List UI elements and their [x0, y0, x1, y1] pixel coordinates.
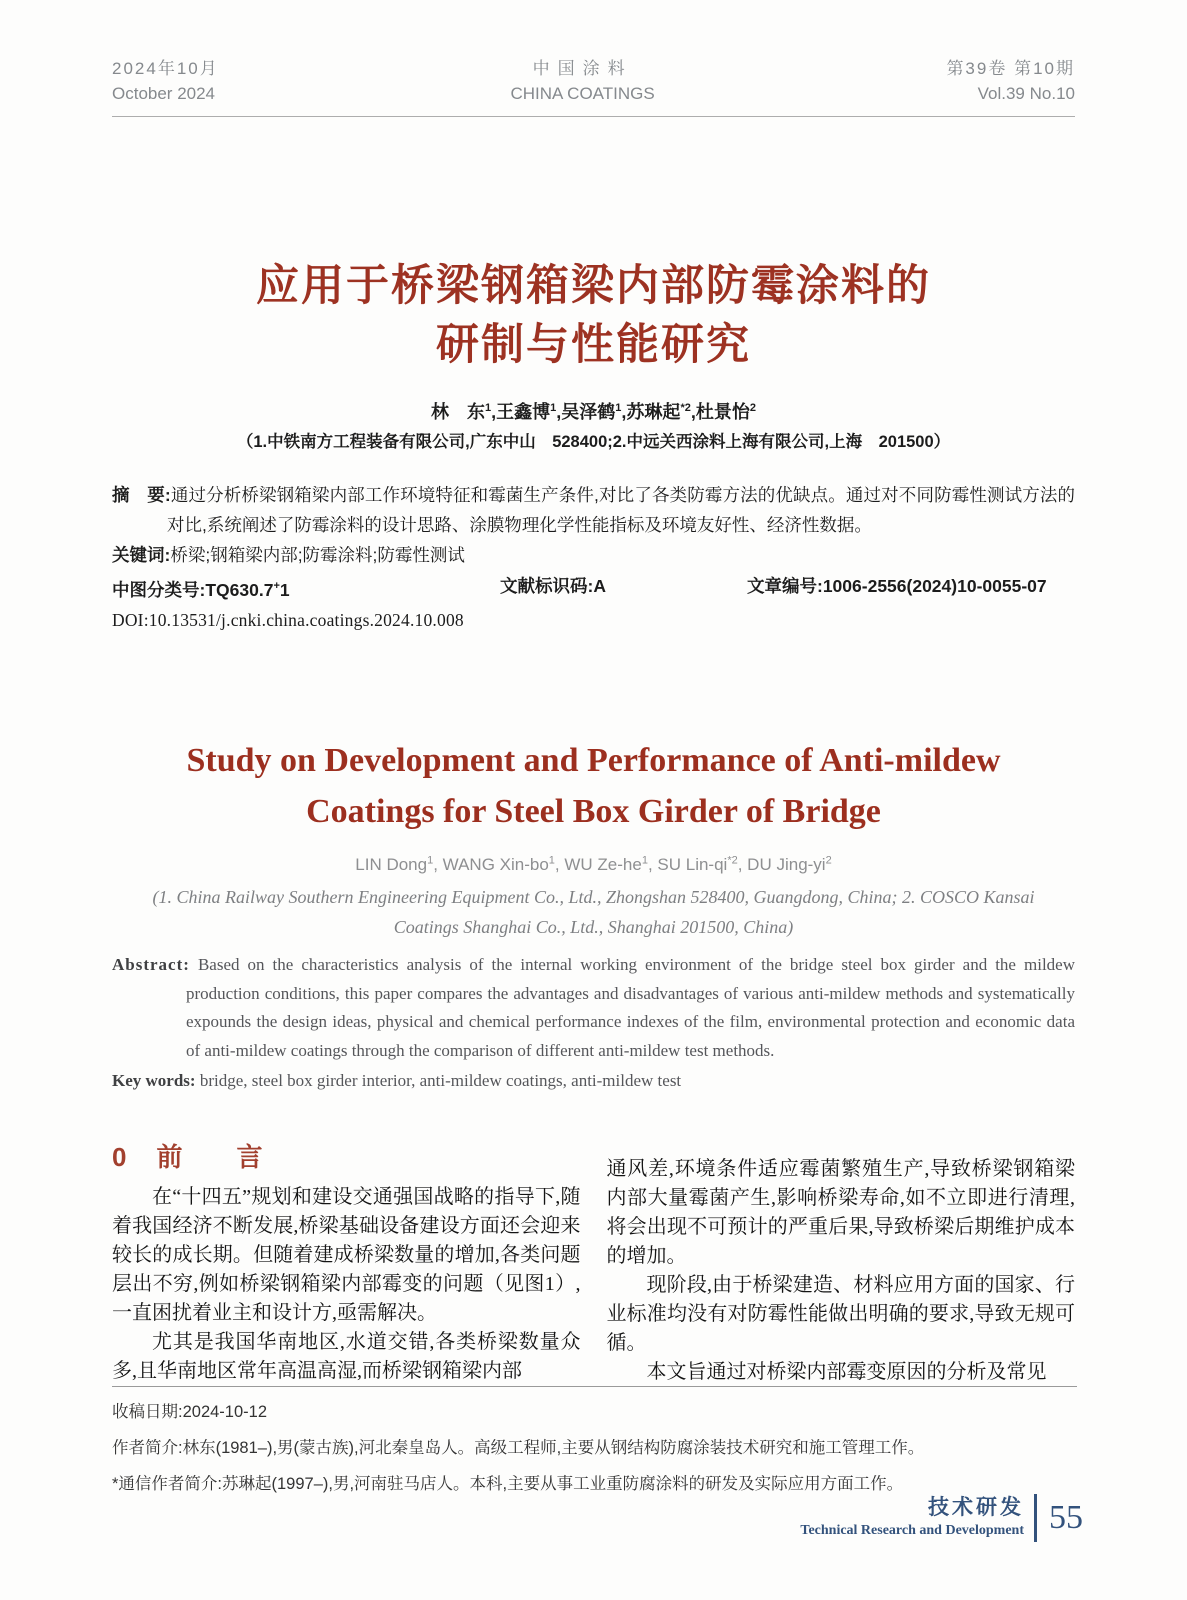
article-body — [112, 1140, 1075, 1387]
received-date: 收稿日期:2024-10-12 — [112, 1403, 267, 1421]
journal-name — [510, 56, 654, 106]
header-date — [112, 56, 219, 106]
paragraph: 本文旨通过对桥梁内部霉变原因的分析及常见 — [646, 1360, 1047, 1383]
abstract-en-label: Abstract: — [112, 955, 190, 975]
article-title-cn-line1: 应用于桥梁钢箱梁内部防霉涂料的 — [256, 262, 931, 310]
affiliation-en-line2: Coatings Shanghai Co., Ltd., Shanghai 201500, China) — [393, 917, 794, 938]
paragraph: 通风差,环境条件适应霉菌繁殖生产,导致桥梁钢箱梁内部大量霉菌产生,影响桥梁寿命,如不立即进行清理,将会出现不可预计的严重后果,导致桥梁后期维护成本的增加。 — [606, 1157, 1075, 1267]
article-title-cn — [112, 257, 1075, 375]
author-en: , WANG Xin-$bo^1$ — [433, 854, 555, 875]
header-volume-en: Vol.39 No.10 — [977, 84, 1075, 103]
keywords-cn — [112, 540, 1075, 570]
corresponding-author-bio: *通信作者简介:苏琳起(1997–),男,河南驻马店人。本科,主要从事工业重防腐涂料的研发及实际应用方面工作。 — [112, 1475, 904, 1493]
author-cn: ,王鑫博$^1$ — [491, 402, 557, 422]
keywords-en — [112, 1067, 1075, 1096]
classification-row — [112, 571, 1075, 605]
abstract-cn — [112, 480, 1075, 540]
authors-cn — [112, 395, 1075, 425]
abstract-cn-text: 通过分析桥梁钢箱梁内部工作环境特征和霉菌生产条件,对比了各类防霉方法的优缺点。通过对不同防霉性测试方法的对比,系统阐述了防霉涂料的设计思路、涂膜物理化学性能指标及环境友好性、经济性数据。 — [167, 485, 1076, 535]
author-en: LIN Dong$^1$ — [355, 854, 434, 875]
article-title-en — [112, 735, 1075, 837]
page-footer — [800, 1494, 1083, 1542]
article-title-cn-line2: 研制与性能研究 — [436, 321, 751, 369]
header-date-en: October 2024 — [112, 84, 216, 103]
footer-section-en: Technical Research and Development — [800, 1523, 1024, 1538]
author-cn: ,苏琳起$^{*2}$ — [621, 402, 691, 422]
doi: DOI:10.13531/j.cnki.china.coatings.2024.10.008 — [112, 609, 464, 630]
document-code: 文献标识码:A — [500, 576, 606, 596]
footer-section — [800, 1495, 1034, 1541]
author-bio: 作者简介:林东(1981–),男(蒙古族),河北秦皇岛人。高级工程师,主要从钢结构防腐涂装技术研究和施工管理工作。 — [112, 1439, 925, 1457]
section-number: 0 — [112, 1141, 127, 1172]
footer-section-cn: 技术研发 — [928, 1496, 1024, 1519]
keywords-en-label: Key words: — [112, 1071, 196, 1091]
article-id: 文章编号:1006-2556(2024)10-0055-07 — [747, 576, 1047, 596]
paragraph: 在“十四五”规划和建设交通强国战略的指导下,随着我国经济不断发展,桥梁基础设备建设方面还会迎来较长的成长期。但随着建成桥梁数量的增加,各类问题层出不穷,例如桥梁钢箱梁内部霉变的问题（见图1）,一直困扰着业主和设计方,亟需解决。 — [112, 1185, 581, 1324]
header-date-cn: 2024年10月 — [112, 59, 219, 78]
affiliation-en-line1: (1. China Railway Southern Engineering Equipment Co., Ltd., Zhongshan 528400, Guangdong, China; 2. COSCO Kansai — [152, 887, 1035, 908]
header-volume — [946, 56, 1075, 106]
section-heading — [112, 1140, 581, 1174]
meta-en — [112, 951, 1075, 1096]
meta-cn — [112, 480, 1075, 635]
journal-header — [112, 0, 1075, 117]
author-cn: ,杜景怡$^2$ — [690, 402, 756, 422]
article-title-en-line2: Coatings for Steel Box Girder of Bridge — [306, 792, 881, 830]
keywords-en-text: bridge, steel box girder interior, anti-mildew coatings, anti-mildew test — [199, 1071, 682, 1091]
body-column-right — [607, 1140, 1076, 1387]
header-volume-cn: 第39卷 第10期 — [946, 59, 1075, 78]
authors-en — [112, 849, 1075, 878]
paragraph: 现阶段,由于桥梁建造、材料应用方面的国家、行业标准均没有对防霉性能做出明确的要求,导致无规可循。 — [606, 1273, 1075, 1354]
author-cn: 林 东$^1$ — [431, 402, 492, 422]
author-cn: ,吴泽鹤$^1$ — [556, 402, 622, 422]
abstract-cn-label: 摘 要: — [112, 485, 171, 505]
article-title-en-line1: Study on Development and Performance of Anti-mildew — [186, 741, 1001, 779]
keywords-cn-label: 关键词: — [112, 545, 171, 565]
abstract-en-text: Based on the characteristics analysis of the internal working environment of the bridge steel box girder and the mildew production conditions, this paper compares the advantages and disadvantages of various anti-mildew methods and systematically expounds the design ideas, physical and chemical performance indexes of the film, environmental protection and economic data of anti-mildew coatings through the comparison of different anti-mildew test methods. — [186, 955, 1075, 1060]
page-number: 55 — [1049, 1499, 1083, 1536]
affiliation-cn: （1.中铁南方工程装备有限公司,广东中山 528400;2.中远关西涂料上海有限公司,上海 201500） — [236, 433, 951, 451]
section-title: 前 言 — [156, 1141, 277, 1172]
affiliation-en — [112, 882, 1075, 942]
abstract-en — [112, 951, 1075, 1065]
author-en: , SU Lin-$qi^{*2}$ — [647, 854, 738, 875]
journal-name-en: CHINA COATINGS — [510, 84, 655, 103]
journal-name-cn: 中国涂料 — [532, 59, 633, 78]
paragraph: 尤其是我国华南地区,水道交错,各类桥梁数量众多,且华南地区常年高温高湿,而桥梁钢箱梁内部 — [112, 1330, 581, 1382]
author-en: , DU Jing-$yi^2$ — [737, 854, 832, 875]
keywords-cn-text: 桥梁;钢箱梁内部;防霉涂料;防霉性测试 — [170, 545, 465, 565]
clc-number: 中图分类号:TQ630.7+1 — [112, 579, 290, 600]
body-column-left — [112, 1140, 581, 1387]
author-en: , WU $Ze-he^1$ — [554, 854, 648, 875]
footnote-block — [112, 1386, 1077, 1502]
